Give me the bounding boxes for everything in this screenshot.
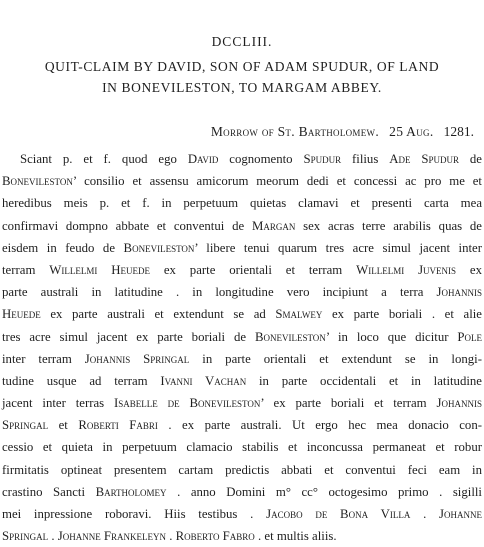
body-line xyxy=(2,170,482,192)
body-text-run: filius xyxy=(341,152,390,166)
body-line xyxy=(2,192,482,214)
body-text-run: crastino Sancti xyxy=(2,484,96,499)
proper-name: Bartholomey xyxy=(95,484,167,499)
proper-name: Heuede xyxy=(2,307,41,322)
proper-name: Bonevileston xyxy=(254,329,326,344)
body-line xyxy=(2,481,482,503)
body-line xyxy=(2,215,482,237)
body-line xyxy=(2,436,482,458)
body-text-run: ex parte orientali et terram xyxy=(149,262,357,277)
proper-name: David xyxy=(187,152,219,166)
body-text-run: heredibus meis p. et f. in perpetuum quietas clamavi et presenti carta mea xyxy=(2,196,482,211)
body-text-run: . xyxy=(166,529,176,544)
proper-name: Margan xyxy=(251,218,296,233)
dateline-date: 25 Aug. xyxy=(389,124,434,139)
proper-name: Springal xyxy=(2,529,49,544)
body-line xyxy=(2,303,482,325)
body-text-run: et xyxy=(48,418,79,433)
proper-name: Willelmi Juvenis xyxy=(356,262,457,277)
body-text-run: ex xyxy=(456,262,483,277)
body-line xyxy=(2,148,482,170)
proper-name: Ade Spudur xyxy=(389,152,459,166)
proper-name: Isabelle de Bonevileston xyxy=(114,396,261,411)
charter-title xyxy=(6,56,478,98)
body-text-run: de xyxy=(459,152,482,166)
body-text-run: ex parte australi et extendunt se ad xyxy=(40,307,276,322)
body-line xyxy=(2,370,482,392)
charter-dateline xyxy=(211,124,474,140)
charter-body-text xyxy=(2,148,482,547)
body-text-run: inter terram xyxy=(2,351,85,366)
body-text-run: cognomento xyxy=(218,152,304,166)
body-text-run: sex acras terre arabilis quas de xyxy=(295,218,482,233)
body-line xyxy=(2,259,482,281)
body-text-run: ’ libere tenui quarum tres acre simul jacent inter xyxy=(194,240,483,255)
body-text-run: confirmavi dompno abbate et conventui de xyxy=(2,218,252,233)
body-text-run: tres acre simul jacent ex parte boriali de xyxy=(2,329,255,344)
body-line xyxy=(2,459,482,481)
body-text-run: in parte orientali et extendunt se in longi- xyxy=(189,351,482,366)
body-text-run: in parte occidentali et in latitudine xyxy=(246,373,482,388)
proper-name: Bonevileston xyxy=(123,240,195,255)
proper-name: Pole xyxy=(457,329,483,344)
body-text-run: ’ in loco que dicitur xyxy=(325,329,458,344)
body-text-run: parte australi in latitudine . in longitudine vero incipiunt a terra xyxy=(2,285,437,300)
body-text-run: terram xyxy=(2,262,50,277)
proper-name: Johannis xyxy=(436,396,482,411)
body-text-run: . anno Domini m° cc° octogesimo primo . sigilli xyxy=(166,484,482,499)
body-text-run: mei inpressione roboravi. Hiis testibus . xyxy=(2,507,267,521)
charter-title-line-1: QUIT-CLAIM BY DAVID, SON OF ADAM SPUDUR, OF LAND xyxy=(44,59,440,74)
proper-name: Ivanni Vachan xyxy=(160,373,247,388)
body-text-run: . xyxy=(48,529,58,544)
body-text-run: ’ consilio et assensu amicorum meorum dedi et concessi ac pro me et xyxy=(72,174,482,189)
body-line xyxy=(2,414,482,436)
body-text-run: firmitatis optineat presentem cartam predictis abbati et conventui feci eam in xyxy=(2,462,482,477)
proper-name: Johannis Springal xyxy=(84,351,190,366)
body-text-run: tudine usque ad terram xyxy=(2,373,161,388)
proper-name: Johannis xyxy=(436,285,482,300)
proper-name: Willelmi Heuede xyxy=(49,262,150,277)
proper-name: Roberto Fabro xyxy=(175,529,255,544)
body-text-run: ’ ex parte boriali et terram xyxy=(260,396,437,411)
dateline-year: 1281. xyxy=(443,124,474,139)
proper-name: Johanne Frankeleyn xyxy=(57,529,167,544)
proper-name: Johanne xyxy=(439,507,482,521)
body-line xyxy=(2,525,482,547)
body-line xyxy=(2,326,482,348)
body-text-run: . xyxy=(410,507,440,521)
charter-title-line-2: IN BONEVILESTON, TO MARGAM ABBEY. xyxy=(102,80,382,95)
body-line xyxy=(2,348,482,370)
proper-name: Bonevileston xyxy=(2,174,73,189)
body-line xyxy=(2,281,482,303)
proper-name: Springal xyxy=(2,418,49,433)
body-line xyxy=(2,237,482,259)
body-text-run: Sciant p. et f. quod ego xyxy=(20,152,188,166)
body-text-run: jacent inter terras xyxy=(2,396,114,411)
proper-name: Jacobo de Bona Villa xyxy=(266,507,411,521)
body-text-run: cessio et quieta in perpetuum clamacio stabilis et inconcussa permaneat et robur xyxy=(2,440,482,455)
body-text-run: . ex parte australi. Ut ergo hec mea donacio con- xyxy=(157,418,482,433)
body-text-run: ex parte boriali . et alie xyxy=(322,307,482,322)
dateline-occasion: Morrow of St. Bartholomew. xyxy=(210,124,380,139)
proper-name: Spudur xyxy=(303,152,342,166)
body-text-run: eisdem in feudo de xyxy=(2,240,124,255)
charter-number: DCCLIII. xyxy=(211,34,273,49)
proper-name: Roberti Fabri xyxy=(78,418,158,433)
body-text-run: . et multis aliis. xyxy=(254,529,337,544)
proper-name: Smalwey xyxy=(275,307,323,322)
body-line xyxy=(2,503,482,525)
body-line xyxy=(2,392,482,414)
